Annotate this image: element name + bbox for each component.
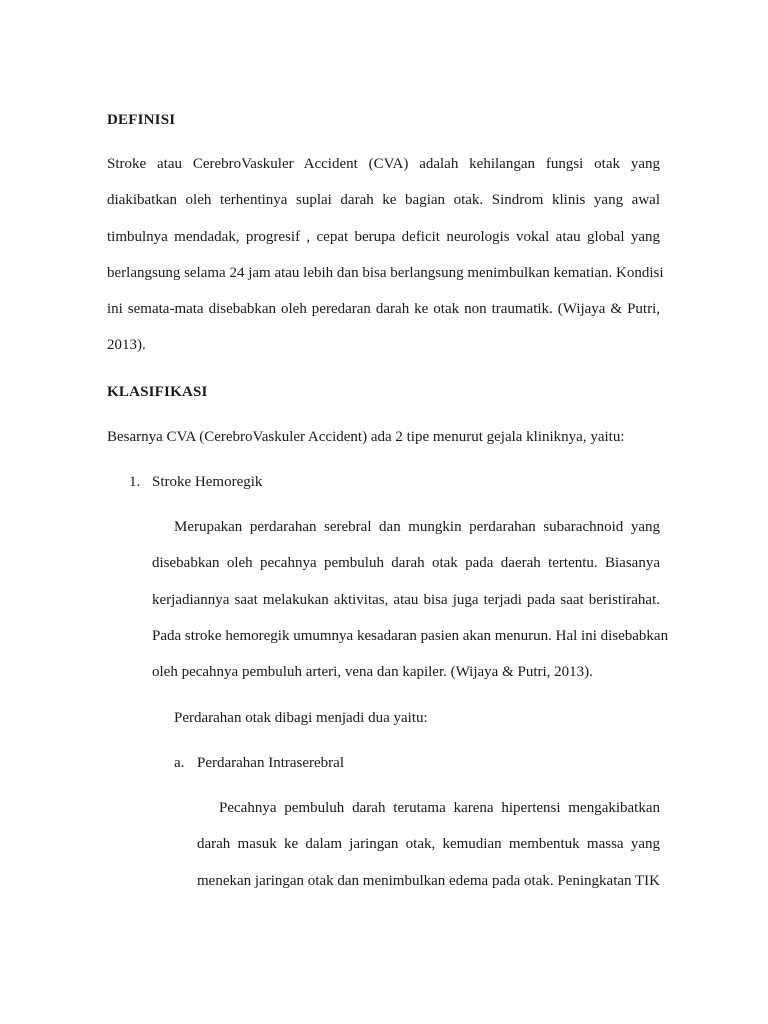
paragraph-line: Pada stroke hemoregik umumnya kesadaran pasien akan menurun. Hal ini disebabkan — [152, 627, 669, 644]
sub-list-letter-a: a. — [174, 755, 185, 771]
paragraph-line: kerjadiannya saat melakukan aktivitas, atau bisa juga terjadi pada saat beristirahat. — [152, 591, 660, 608]
paragraph-line: oleh pecahnya pembuluh arteri, vena dan kapiler. (Wijaya & Putri, 2013). — [152, 664, 593, 681]
paragraph-line: 2013). — [107, 337, 146, 354]
paragraph-line: Stroke atau CerebroVaskuler Accident (CVA) adalah kehilangan fungsi otak yang — [107, 156, 660, 172]
sub-list-title-perdarahan-intraserebral: Perdarahan Intraserebral — [197, 755, 344, 771]
heading-definisi: DEFINISI — [107, 112, 176, 128]
list-number-1: 1. — [129, 474, 141, 490]
division-intro: Perdarahan otak dibagi menjadi dua yaitu: — [174, 710, 428, 726]
paragraph-line: timbulnya mendadak, progresif , cepat berupa deficit neurologis vokal atau global yang — [107, 228, 660, 245]
paragraph-definisi — [107, 146, 664, 364]
klasifikasi-intro: Besarnya CVA (CerebroVaskuler Accident) ada 2 tipe menurut gejala kliniknya, yaitu: — [107, 429, 625, 445]
heading-klasifikasi: KLASIFIKASI — [107, 384, 208, 400]
paragraph-perdarahan-intraserebral — [197, 790, 660, 899]
paragraph-line: disebabkan oleh pecahnya pembuluh darah otak pada daerah tertentu. Biasanya — [152, 555, 660, 572]
paragraph-line: berlangsung selama 24 jam atau lebih dan bisa berlangsung menimbulkan kematian. Kondisi — [107, 264, 664, 281]
paragraph-line: diakibatkan oleh terhentinya suplai darah ke bagian otak. Sindrom klinis yang awal — [107, 192, 660, 209]
paragraph-stroke-hemoregik — [152, 509, 669, 690]
paragraph-line: Pecahnya pembuluh darah terutama karena hipertensi mengakibatkan — [219, 800, 660, 816]
paragraph-line: menekan jaringan otak dan menimbulkan edema pada otak. Peningkatan TIK — [197, 872, 660, 889]
paragraph-line: Merupakan perdarahan serebral dan mungkin perdarahan subarachnoid yang — [174, 519, 660, 535]
list-item-title-stroke-hemoregik: Stroke Hemoregik — [152, 474, 263, 490]
paragraph-line: darah masuk ke dalam jaringan otak, kemudian membentuk massa yang — [197, 836, 660, 853]
paragraph-line: ini semata-mata disebabkan oleh peredaran darah ke otak non traumatik. (Wijaya & Putri, — [107, 301, 660, 318]
